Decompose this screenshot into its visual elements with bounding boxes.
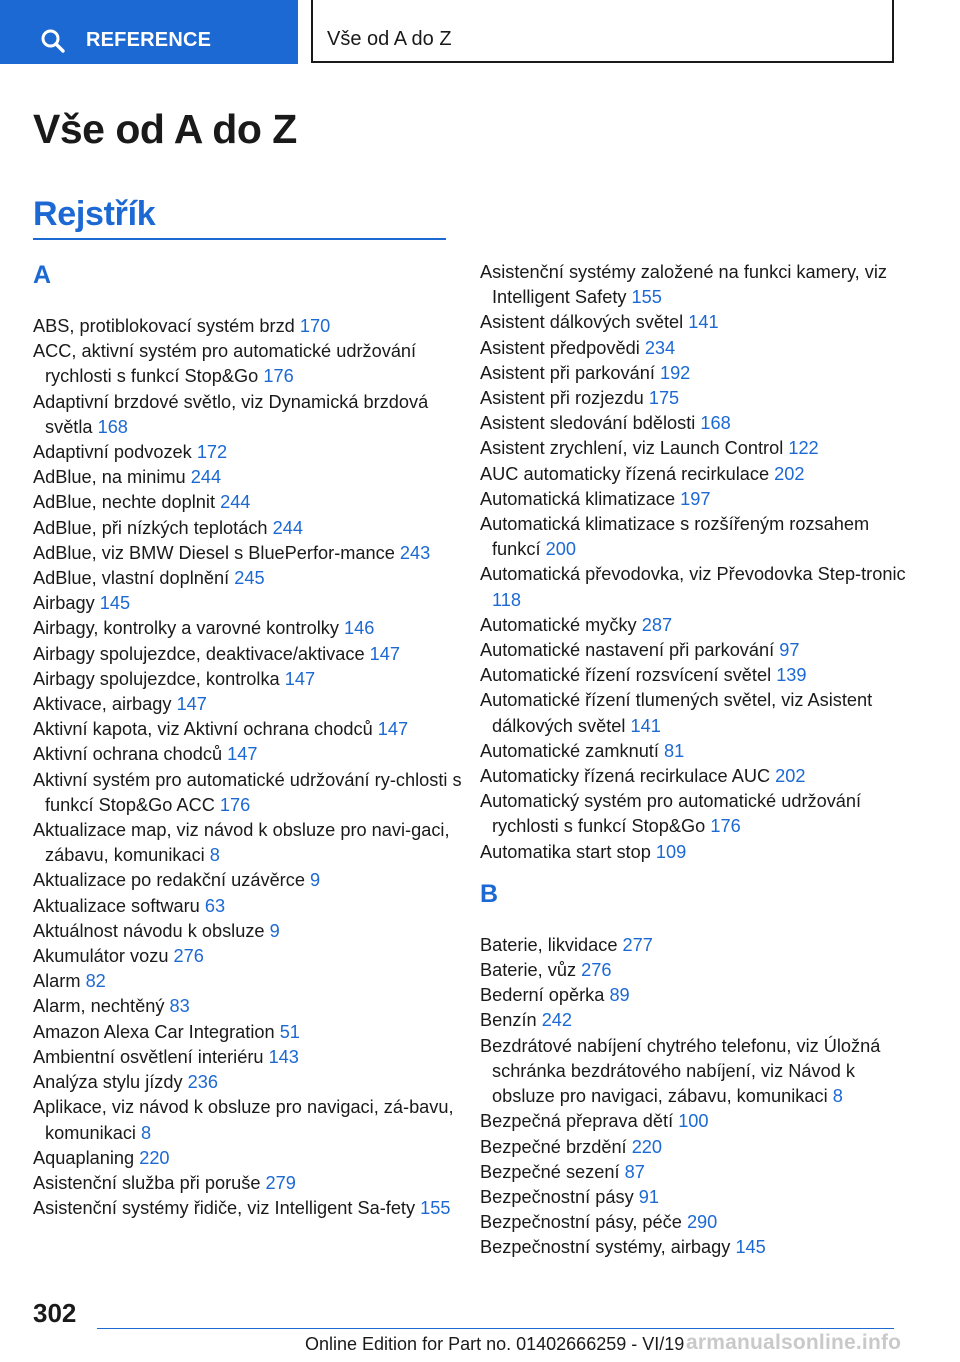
index-entry-text: Alarm [33, 971, 81, 992]
index-entry [480, 487, 910, 512]
search-icon [40, 28, 66, 54]
section-divider [33, 238, 446, 240]
index-page-link[interactable]: 236 [187, 1072, 219, 1093]
index-column-left [33, 260, 463, 1221]
index-entry-text: Automatická převodovka, viz Převodovka Step‐tronic [480, 564, 906, 585]
index-page-link[interactable]: 100 [678, 1111, 709, 1132]
index-page-link[interactable]: 242 [541, 1010, 573, 1031]
index-page-link[interactable]: 234 [644, 337, 676, 358]
index-entry [480, 411, 910, 436]
index-page-link[interactable]: 91 [638, 1186, 659, 1207]
index-page-link[interactable]: 192 [659, 362, 691, 383]
index-entry [33, 667, 463, 692]
index-entry [33, 642, 463, 667]
index-entry [480, 260, 910, 310]
index-entry-text: Automatická klimatizace [480, 488, 676, 509]
index-entry [33, 566, 463, 591]
index-entry-text: Bezpečnostní pásy, péče [480, 1212, 682, 1233]
index-entry-text: AdBlue, nechte doplnit [33, 492, 216, 513]
index-entry-text: Automatické řízení rozsvícení světel [480, 665, 772, 686]
index-entry-text: Airbagy [33, 593, 95, 614]
index-page-link[interactable]: 155 [420, 1198, 451, 1219]
index-page-link[interactable]: 220 [139, 1147, 170, 1168]
index-entry-text: Akumulátor vozu [33, 946, 169, 967]
index-entry-text: Bezpečnostní systémy, airbagy [480, 1237, 731, 1258]
index-entry [480, 663, 910, 688]
index-entry [33, 541, 463, 566]
index-entry-text: Bezpečná přeprava dětí [480, 1111, 674, 1132]
index-page-link[interactable]: 290 [686, 1212, 718, 1233]
index-entry [33, 692, 463, 717]
index-letter-a: A [33, 261, 52, 289]
index-page-link[interactable]: 63 [204, 895, 226, 916]
index-entry-text: Asistent zrychlení, viz Launch Control [480, 438, 784, 459]
index-entry-text: Asistenční systémy řidiče, viz Intelligent Sa‐fety [33, 1198, 416, 1219]
index-entry-text: AdBlue, na minimu [33, 467, 186, 488]
index-entry [480, 310, 910, 335]
index-page-link[interactable]: 82 [85, 971, 106, 992]
index-page-link[interactable]: 147 [227, 744, 258, 765]
index-entry [33, 1045, 463, 1070]
index-page-link[interactable]: 141 [688, 312, 719, 333]
index-page-link[interactable]: 279 [265, 1172, 296, 1193]
footer-divider [97, 1328, 894, 1329]
index-page-link[interactable]: 51 [279, 1021, 300, 1042]
index-page-link[interactable]: 220 [631, 1136, 663, 1157]
index-letter-b: B [480, 879, 499, 908]
index-page-link[interactable]: 175 [648, 388, 680, 409]
index-page-link[interactable]: 276 [173, 946, 204, 967]
index-page-link[interactable]: 202 [774, 463, 805, 484]
index-entry [480, 688, 910, 738]
index-page-link[interactable]: 176 [219, 794, 251, 815]
index-page-link[interactable]: 89 [609, 985, 630, 1006]
index-entry-text: Automatické zamknutí [480, 740, 659, 761]
index-page-link[interactable]: 147 [176, 694, 207, 715]
index-entry [33, 717, 463, 742]
index-entry [33, 768, 463, 818]
index-entry [33, 818, 463, 868]
index-entry-text: Bezpečné brzdění [480, 1136, 627, 1157]
index-entry-text: Aktivní ochrana chodců [33, 744, 223, 765]
index-entry [33, 944, 463, 969]
index-page-link[interactable]: 176 [710, 816, 741, 837]
index-entry-text: Aktuálnost návodu k obsluze [33, 920, 265, 941]
index-entry-text: Aquaplaning [33, 1147, 135, 1168]
index-entry-text: Bezpečnostní pásy [480, 1186, 634, 1207]
index-page-link[interactable]: 83 [169, 996, 190, 1017]
index-entry-text: Aktivní systém pro automatické udržování ry‐chlosti s funkcí Stop&Go ACC [33, 769, 462, 815]
index-page-link[interactable]: 276 [581, 960, 612, 981]
index-entry-text: Alarm, nechtěný [33, 996, 165, 1017]
index-entry [33, 994, 463, 1019]
index-entry-text: Asistent při rozjezdu [480, 388, 644, 409]
index-page-link[interactable]: 243 [399, 542, 431, 563]
index-entry-text: Aktualizace softwaru [33, 895, 200, 916]
index-page-link[interactable]: 9 [310, 870, 321, 891]
breadcrumb [311, 0, 894, 63]
index-entry-text: Automatické nastavení při parkování [480, 640, 775, 661]
index-entry [480, 361, 910, 386]
index-entry [33, 894, 463, 919]
index-entry [33, 1095, 463, 1145]
index-entry-text: Aktualizace po redakční uzávěrce [33, 870, 305, 891]
index-page-link[interactable]: 8 [141, 1122, 152, 1143]
index-page-link[interactable]: 155 [631, 287, 662, 308]
index-entry-text: Automatika start stop [480, 841, 651, 862]
index-entry [33, 1171, 463, 1196]
index-entry-text: Baterie, likvidace [480, 934, 618, 955]
index-page-link[interactable]: 197 [680, 488, 711, 509]
index-page-link[interactable]: 244 [190, 467, 222, 488]
index-entry-text: Airbagy, kontrolky a varovné kontrolky [33, 618, 339, 639]
index-page-link[interactable]: 139 [776, 665, 807, 686]
index-entry-text: Asistent při parkování [480, 362, 655, 383]
index-entry-text: Asistent sledování bdělosti [480, 413, 696, 434]
index-entry-text: Aktualizace map, viz návod k obsluze pro navi‐gaci, zábavu, komunikaci [33, 820, 450, 866]
index-entry [480, 1135, 910, 1160]
index-entry [480, 958, 910, 983]
index-entry [33, 919, 463, 944]
index-page-link[interactable]: 172 [196, 442, 228, 463]
index-entry-text: ACC, aktivní systém pro automatické udržování rychlosti s funkcí Stop&Go [33, 341, 417, 387]
index-page-link[interactable]: 244 [220, 492, 251, 513]
index-page-link[interactable]: 118 [492, 589, 521, 610]
index-entry [480, 1160, 910, 1185]
index-entry-text: AdBlue, viz BMW Diesel s BluePerfor‐mance [33, 542, 395, 563]
index-entry-text: Adaptivní brzdové světlo, viz Dynamická brzdová světla [33, 391, 429, 437]
index-entry-text: Aplikace, viz návod k obsluze pro navigaci, zá‐bavu, komunikaci [33, 1097, 454, 1143]
index-page-link[interactable]: 168 [97, 416, 128, 437]
index-entry [33, 591, 463, 616]
index-entry [33, 516, 463, 541]
index-entry-text: Aktivace, airbagy [33, 694, 172, 715]
index-page-link[interactable]: 170 [299, 316, 331, 336]
index-page-link[interactable]: 147 [377, 719, 409, 740]
index-entry-text: Adaptivní podvozek [33, 442, 192, 463]
index-page-link[interactable]: 287 [641, 614, 673, 635]
index-page-link[interactable]: 147 [284, 668, 316, 689]
index-entry [33, 1070, 463, 1095]
index-entry [480, 764, 910, 789]
index-entry-text: AdBlue, vlastní doplnění [33, 568, 230, 589]
index-entry-text: Analýza stylu jízdy [33, 1072, 183, 1093]
index-entry-text: AUC automaticky řízená recirkulace [480, 463, 770, 484]
index-entry-text: Airbagy spolujezdce, deaktivace/aktivace [33, 643, 365, 664]
index-page-link[interactable]: 145 [99, 593, 131, 614]
index-entry-text: Asistent dálkových světel [480, 312, 684, 333]
index-page-link[interactable]: 109 [655, 841, 687, 862]
index-entry [480, 983, 910, 1008]
index-entry-text: Automaticky řízená recirkulace AUC [480, 766, 771, 787]
index-page-link[interactable]: 202 [775, 766, 806, 787]
index-entry [480, 739, 910, 764]
watermark: armanualsonline.info [686, 1331, 902, 1354]
index-entry [480, 1034, 910, 1110]
index-entry [480, 1008, 910, 1033]
index-page-link[interactable]: 97 [779, 640, 800, 661]
index-entry-text: Bezpečné sezení [480, 1161, 620, 1182]
index-entry [33, 969, 463, 994]
index-page-link[interactable]: 146 [344, 618, 375, 639]
index-entry [480, 1185, 910, 1210]
index-entry [33, 868, 463, 893]
index-page-link[interactable]: 8 [832, 1086, 843, 1107]
index-entry [33, 314, 463, 339]
index-entry [33, 742, 463, 767]
index-column-right [480, 260, 910, 1261]
index-entry-text: Automatický systém pro automatické udržování rychlosti s funkcí Stop&Go [480, 791, 862, 837]
index-entry [33, 1020, 463, 1045]
index-entry [480, 336, 910, 361]
index-entry [33, 1146, 463, 1171]
index-entry [480, 462, 910, 487]
index-entry [480, 1235, 910, 1260]
page-title: Vše od A do Z [33, 106, 297, 152]
index-page-link[interactable]: 122 [788, 438, 819, 459]
index-entry [480, 933, 910, 958]
index-entry-text: Bederní opěrka [480, 985, 605, 1006]
index-entry [480, 386, 910, 411]
index-entry [480, 1109, 910, 1134]
index-entry [480, 1210, 910, 1235]
index-entry [480, 613, 910, 638]
section-title: Rejstřík [33, 195, 156, 233]
index-entry-text: Ambientní osvětlení interiéru [33, 1046, 264, 1067]
index-entry-text: Aktivní kapota, viz Aktivní ochrana chodců [33, 719, 373, 740]
index-entry [33, 616, 463, 641]
index-entry-text: Airbagy spolujezdce, kontrolka [33, 668, 280, 689]
index-entry [33, 339, 463, 389]
index-entry [480, 562, 910, 612]
page-number: 302 [33, 1298, 77, 1328]
index-entry-text: Automatická klimatizace s rozšířeným rozsahem funkcí [480, 514, 870, 560]
index-page-link[interactable]: 168 [700, 413, 731, 434]
index-entry-text: Automatické myčky [480, 614, 637, 635]
index-page-link[interactable]: 244 [272, 517, 303, 538]
index-page-link[interactable]: 245 [234, 568, 265, 589]
index-entry [33, 440, 463, 465]
index-entry-text: Amazon Alexa Car Integration [33, 1021, 275, 1042]
footer-edition: Online Edition for Part no. 01402666259 - VI/19 [305, 1334, 685, 1354]
index-entry-text: Baterie, vůz [480, 960, 577, 981]
index-page-link[interactable]: 145 [735, 1237, 766, 1258]
index-entry [33, 1196, 463, 1221]
reference-label: REFERENCE [86, 29, 212, 51]
index-entry-text: Benzín [480, 1010, 537, 1031]
index-page-link[interactable]: 81 [663, 740, 685, 761]
index-entry-text: Asistenční služba při poruše [33, 1172, 261, 1193]
index-entry [480, 840, 910, 865]
breadcrumb-label: Vše od A do Z [327, 28, 452, 50]
index-page-link[interactable]: 9 [269, 920, 280, 941]
index-page-link[interactable]: 87 [624, 1161, 645, 1182]
index-entry-text: Asistent předpovědi [480, 337, 640, 358]
index-page-link[interactable]: 8 [209, 845, 220, 866]
index-entry [480, 512, 910, 562]
index-entry [480, 436, 910, 461]
index-page-link[interactable]: 141 [630, 715, 661, 736]
index-entry [33, 465, 463, 490]
index-page-link[interactable]: 143 [268, 1046, 299, 1067]
index-page-link[interactable]: 277 [622, 934, 653, 955]
index-entry-text: Automatické řízení tlumených světel, viz Asistent dálkových světel [480, 690, 873, 736]
index-entry-text: Bezdrátové nabíjení chytrého telefonu, viz Úložná schránka bezdrátového nabíjení, viz Návod k obsluze pro navigaci, zábavu, komunikaci [480, 1035, 881, 1107]
reference-tab[interactable] [0, 0, 298, 64]
index-entry-text: AdBlue, při nízkých teplotách [33, 517, 268, 538]
index-page-link[interactable]: 147 [369, 643, 401, 664]
index-page-link[interactable]: 200 [545, 539, 576, 560]
index-entry [480, 638, 910, 663]
index-entry-text: ABS, protiblokovací systém brzd [33, 316, 295, 336]
index-entry [33, 390, 463, 440]
index-entry [480, 789, 910, 839]
index-page-link[interactable]: 176 [263, 366, 294, 387]
index-entry-text: Asistenční systémy založené na funkci kamery, viz Intelligent Safety [480, 262, 888, 308]
index-entry [33, 490, 463, 515]
